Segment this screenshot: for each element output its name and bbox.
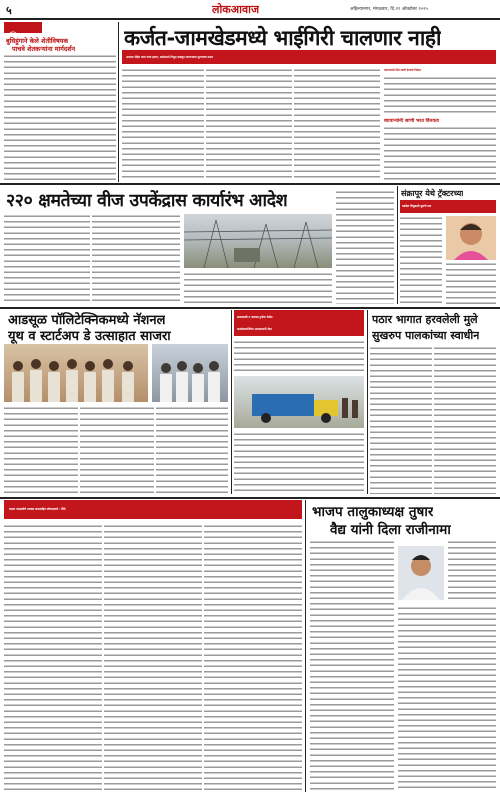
kid-title-line1: संक्रापूर येथे ट्रॅक्टरच्या — [401, 189, 464, 198]
maratha-gutter-1 — [102, 524, 104, 792]
polytech-gutter-2 — [154, 406, 156, 494]
brief-body — [4, 54, 116, 182]
rule-v3 — [367, 310, 368, 494]
polytech-title-line1: आडसूळ पॉलिटेक्निकमध्ये नॅशनल — [8, 313, 166, 328]
market-body-top — [234, 340, 364, 372]
brief-rule — [118, 22, 119, 182]
pathar-title-line2: सुखरुप पालकांच्या स्वाधीन — [372, 329, 480, 342]
market-title-box — [234, 310, 364, 336]
market-title-line1: काकडवाडी व नाडजळ दुर्गावर येथील — [237, 315, 273, 319]
masthead — [0, 0, 500, 20]
maratha-gutter-2 — [202, 524, 204, 792]
maratha-banner — [4, 500, 302, 519]
market-title-line2: वात्सोत्सवानिमित्त आमदारांतर्फे टँकर — [237, 327, 272, 331]
kid-body-2 — [446, 262, 496, 304]
rule-1 — [0, 183, 500, 185]
power-body-mid — [184, 272, 332, 304]
sidebox-body-2 — [384, 126, 496, 180]
lead-body — [122, 68, 380, 180]
polytech-body — [4, 406, 228, 494]
power-headline: २२० क्षमतेच्या वीज उपकेंद्रास कार्यारंभ आदेश — [6, 191, 288, 211]
person-photo-svg — [398, 546, 444, 600]
brief-section — [4, 22, 116, 184]
masthead-rule — [0, 18, 500, 20]
brief-title-line2: पाचवे शेतकऱ्यांना मार्गदर्शन — [12, 45, 76, 53]
group-photo — [4, 344, 148, 402]
lead-headline: कर्जत-जामखेडमध्ये भाईगिरी चालणार नाही — [124, 26, 442, 50]
market-body-bottom — [234, 432, 364, 494]
child-photo — [446, 216, 496, 260]
sidebox-body-1 — [384, 76, 496, 116]
page-number: ५ — [6, 4, 12, 17]
bjp-body-left — [310, 540, 394, 792]
maratha-title: मराठा पतसंस्थेचे उपक्रम समाजहित जोपासणारे : शिंदे — [9, 507, 66, 511]
group-photo-2 — [152, 344, 228, 402]
brief-title-line1: बुधिहुंगाने केले शेतीविषयक — [6, 37, 69, 45]
kid-title-banner — [400, 200, 496, 213]
newspaper-title: लोकआवाज — [212, 3, 260, 16]
power-body-right — [336, 190, 394, 304]
rule-v4 — [305, 500, 306, 792]
sidebox-heading-2: व्यापाऱ्यांनी जाणी भरत विनयता — [384, 119, 439, 124]
lead-subtitle-banner — [122, 50, 496, 64]
tower-photo-svg — [184, 214, 332, 268]
lead-subtitle: आमदार रोहित पवार यांचा इशारा, कर्जतमध्ये पित्तूल दाखवून व्यापाऱ्याला लुटण्याचा प्रयत्न — [126, 55, 214, 59]
bjp-body-photo-side — [448, 540, 496, 602]
person-photo — [398, 546, 444, 600]
date-line: अहिल्यानगर, मंगळवार, दि.२१ ऑक्टोबर २०२५ — [350, 7, 428, 12]
child-photo-svg — [446, 216, 496, 260]
bjp-title-line1: भाजप तालुकाध्यक्ष तुषार — [312, 504, 434, 520]
polytech-gutter-1 — [78, 406, 80, 494]
sidebox-heading-1: व्यापाऱ्यांनी दिले जाणी देण्याचे निवेदन — [384, 68, 421, 72]
rule-v1 — [397, 186, 398, 304]
brief-badge — [4, 22, 42, 39]
maratha-body — [4, 524, 302, 792]
truck-photo — [234, 376, 364, 428]
power-body-gutter — [90, 214, 92, 304]
bjp-body-right — [398, 606, 496, 792]
pathar-title-line1: पठार भागात हरवलेली मुले — [372, 313, 478, 326]
sidebox — [384, 68, 496, 180]
polytech-title-line2: यूथ व स्टार्टअप डे उत्साहात साजरा — [8, 329, 171, 344]
power-body-left — [4, 214, 180, 304]
lead-body-gutters-2 — [292, 68, 294, 180]
truck-photo-svg — [234, 376, 364, 428]
kid-title-line2: धडकेत चिमुकली मुलगी ठार — [402, 204, 432, 208]
rule-2 — [0, 307, 500, 309]
brief-badge-text: संक्षिप्त... — [7, 32, 30, 39]
group-photo-2-svg — [152, 344, 228, 402]
pathar-gutter — [432, 346, 434, 494]
lead-body-gutters — [204, 68, 206, 180]
bjp-title-line2: वैद्य यांनी दिला राजीनामा — [330, 522, 451, 538]
kid-body — [400, 216, 442, 304]
tower-photo — [184, 214, 332, 268]
rule-v2 — [231, 310, 232, 494]
group-photo-svg — [4, 344, 148, 402]
rule-3 — [0, 497, 500, 499]
